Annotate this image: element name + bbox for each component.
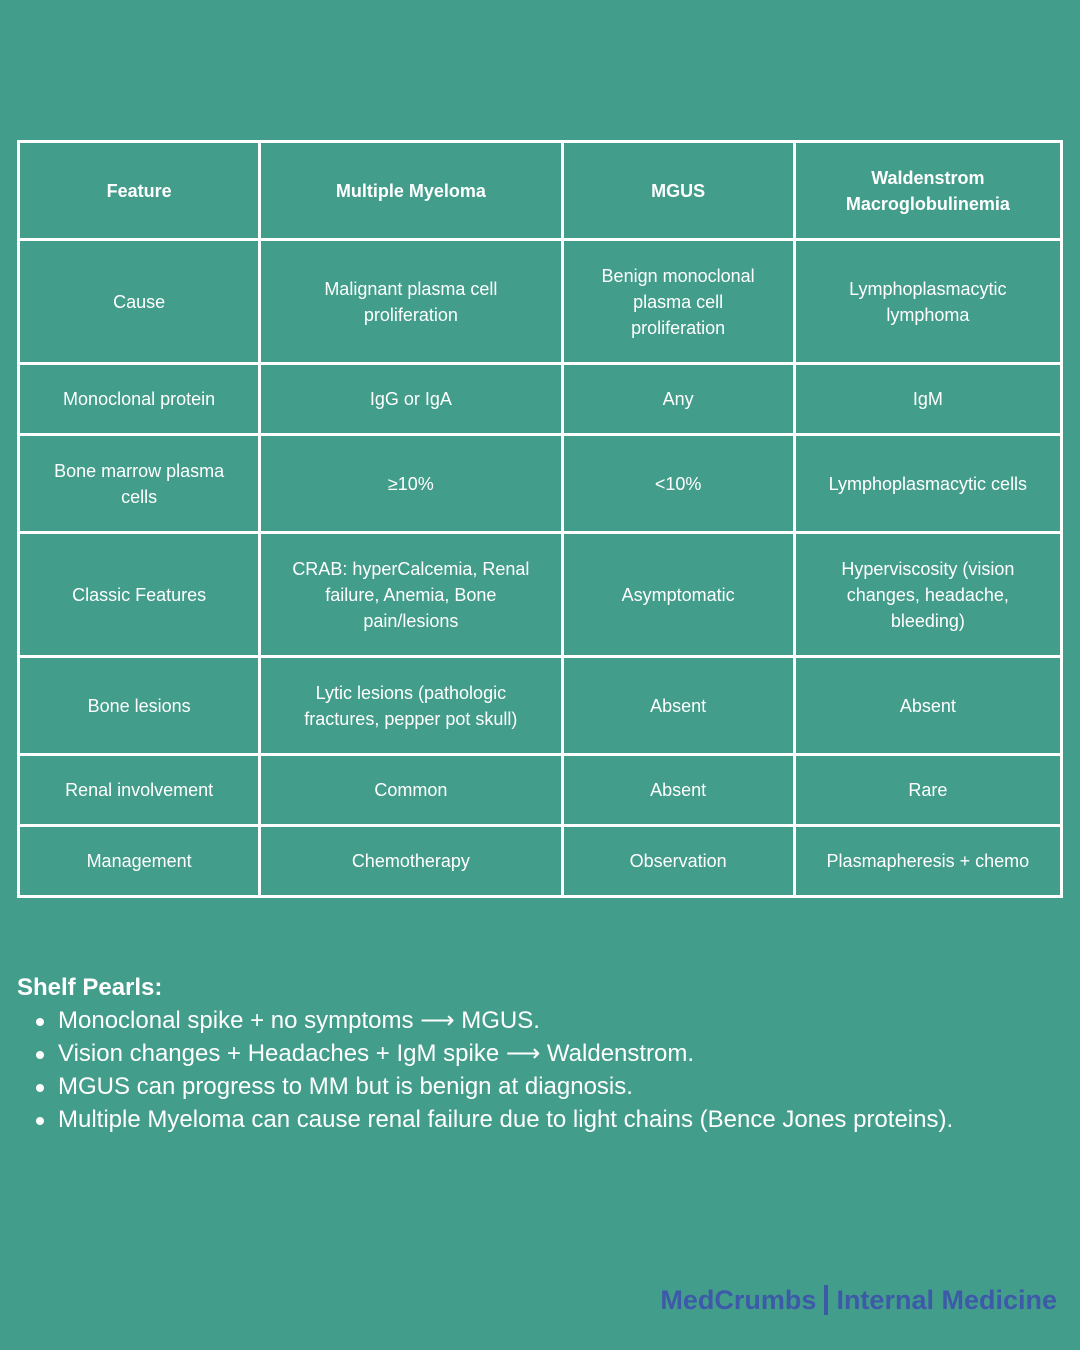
cell-mgus: Absent — [562, 755, 794, 826]
table-row — [19, 657, 1062, 755]
cell-feature: Classic Features — [19, 533, 260, 657]
comparison-table — [17, 140, 1063, 898]
header-waldenstrom: Waldenstrom Macroglobulinemia — [794, 142, 1061, 240]
brand-section: Internal Medicine — [836, 1285, 1057, 1315]
header-mgus: MGUS — [562, 142, 794, 240]
brand-footer — [660, 1282, 1057, 1318]
pearl-text: Multiple Myeloma can cause renal failure due to light chains (Bence Jones proteins). — [58, 1106, 954, 1133]
cell-feature: Renal involvement — [19, 755, 260, 826]
table-header-row — [19, 142, 1062, 240]
table-row — [19, 826, 1062, 897]
cell-mgus: Absent — [562, 657, 794, 755]
brand-separator — [824, 1285, 828, 1315]
list-item — [17, 1004, 1057, 1037]
table-row — [19, 364, 1062, 435]
table-row — [19, 435, 1062, 533]
pearl-text: Vision changes + Headaches + IgM spike ⟶ Waldenstrom. — [58, 1040, 695, 1067]
cell-mgus: Observation — [562, 826, 794, 897]
table-row — [19, 533, 1062, 657]
cell-mgus: Asymptomatic — [562, 533, 794, 657]
list-item — [17, 1070, 1057, 1103]
brand-name: MedCrumbs — [660, 1285, 817, 1315]
bullet-icon — [36, 1117, 44, 1125]
cell-waldenstrom: Hyperviscosity (vision changes, headache, bleeding) — [794, 533, 1061, 657]
cell-feature: Bone lesions — [19, 657, 260, 755]
header-feature: Feature — [19, 142, 260, 240]
list-item — [17, 1103, 1057, 1136]
shelf-pearls — [17, 972, 1057, 1136]
pearl-text: Monoclonal spike + no symptoms ⟶ MGUS. — [58, 1007, 540, 1034]
table-row — [19, 755, 1062, 826]
cell-feature: Monoclonal protein — [19, 364, 260, 435]
cell-mgus: Benign monoclonal plasma cell proliferation — [562, 240, 794, 364]
header-multiple-myeloma: Multiple Myeloma — [260, 142, 562, 240]
cell-multiple-myeloma: CRAB: hyperCalcemia, Renal failure, Anemia, Bone pain/lesions — [260, 533, 562, 657]
cell-multiple-myeloma: Malignant plasma cell proliferation — [260, 240, 562, 364]
cell-mgus: Any — [562, 364, 794, 435]
cell-waldenstrom: Lymphoplasmacytic cells — [794, 435, 1061, 533]
bullet-icon — [36, 1051, 44, 1059]
bullet-icon — [36, 1084, 44, 1092]
bullet-icon — [36, 1018, 44, 1026]
cell-waldenstrom: Rare — [794, 755, 1061, 826]
cell-feature: Management — [19, 826, 260, 897]
shelf-pearls-list — [17, 1004, 1057, 1136]
cell-multiple-myeloma: Chemotherapy — [260, 826, 562, 897]
pearl-text: MGUS can progress to MM but is benign at diagnosis. — [58, 1073, 633, 1100]
cell-waldenstrom: Absent — [794, 657, 1061, 755]
cell-multiple-myeloma: Common — [260, 755, 562, 826]
list-item — [17, 1037, 1057, 1070]
cell-multiple-myeloma: ≥10% — [260, 435, 562, 533]
shelf-pearls-title: Shelf Pearls: — [17, 974, 163, 1001]
cell-multiple-myeloma: IgG or IgA — [260, 364, 562, 435]
cell-waldenstrom: Lymphoplasmacytic lymphoma — [794, 240, 1061, 364]
cell-feature: Bone marrow plasma cells — [19, 435, 260, 533]
table-row — [19, 240, 1062, 364]
cell-waldenstrom: IgM — [794, 364, 1061, 435]
cell-multiple-myeloma: Lytic lesions (pathologic fractures, pepper pot skull) — [260, 657, 562, 755]
cell-mgus: <10% — [562, 435, 794, 533]
cell-feature: Cause — [19, 240, 260, 364]
cell-waldenstrom: Plasmapheresis + chemo — [794, 826, 1061, 897]
